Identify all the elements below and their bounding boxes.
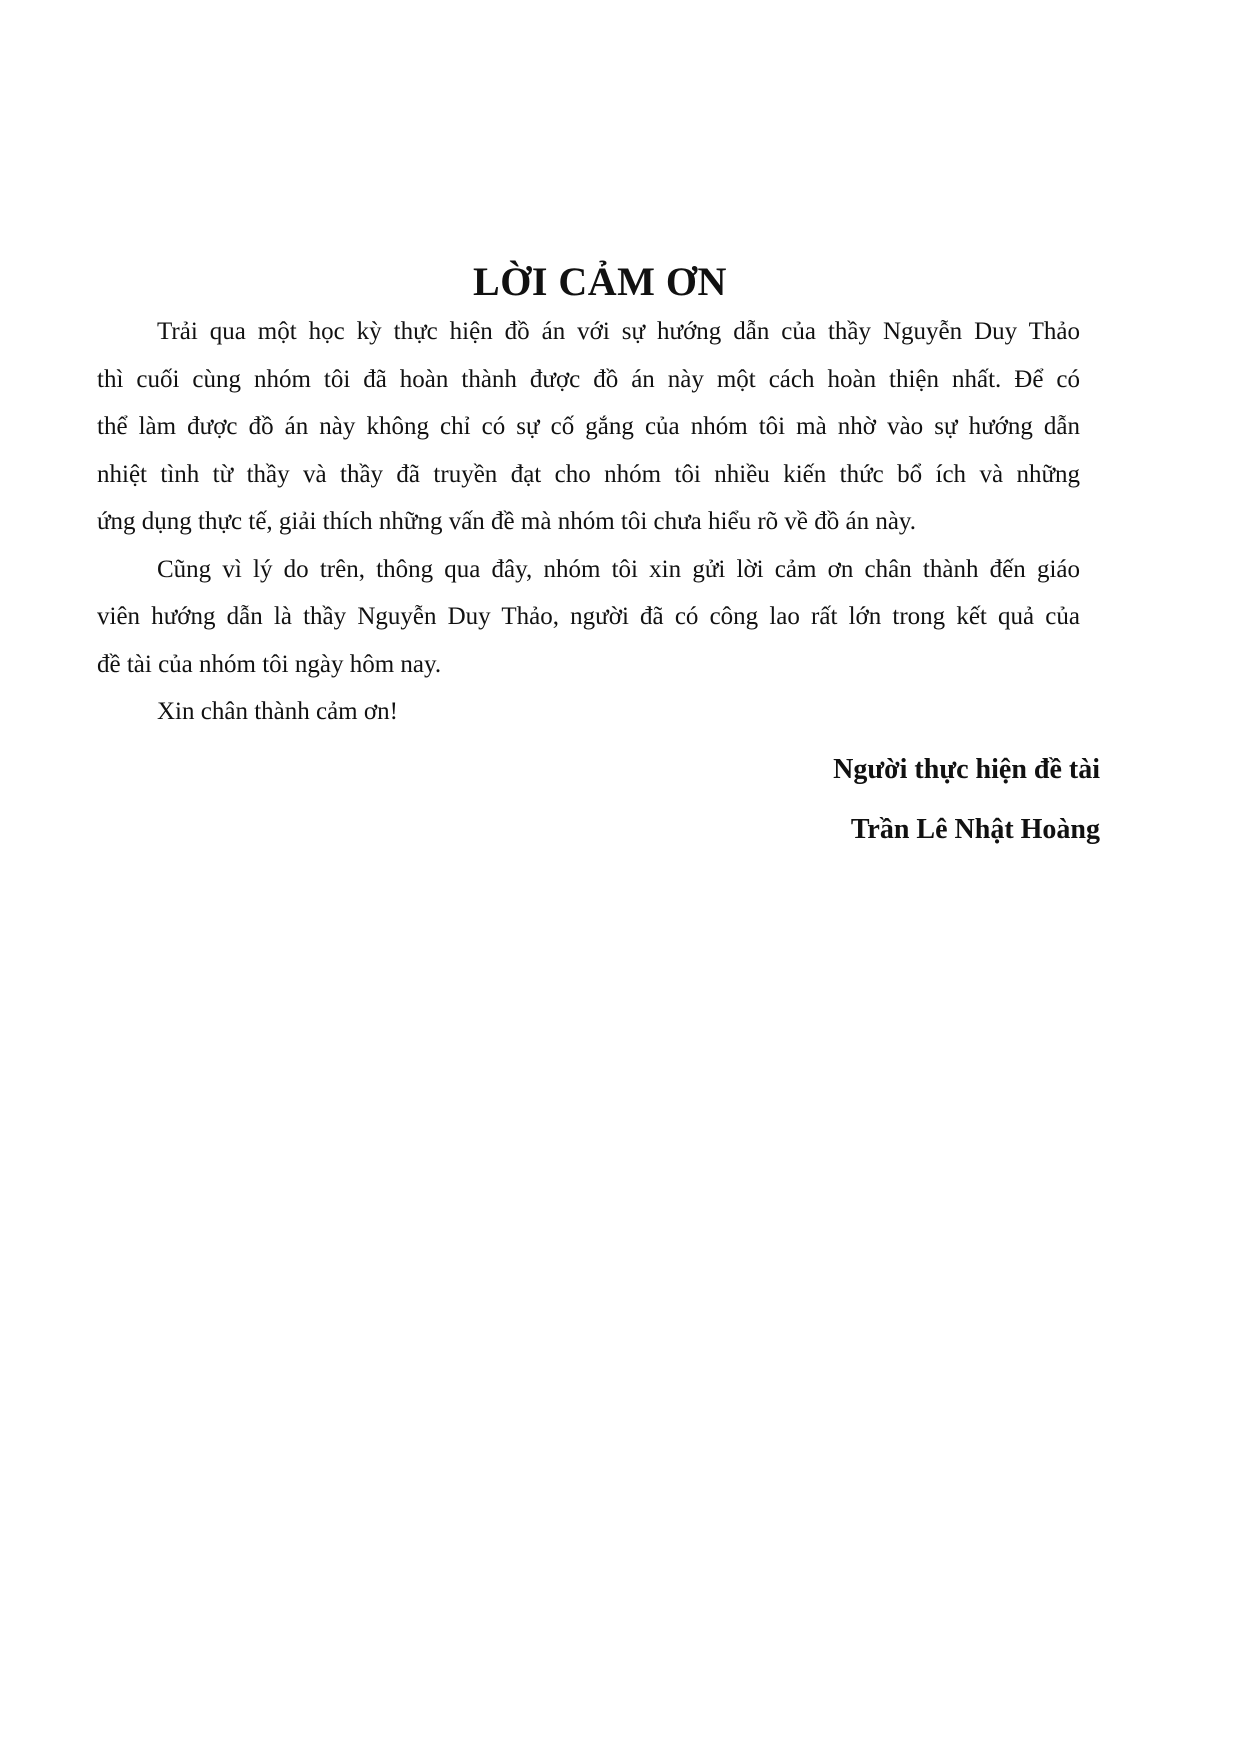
paragraph-line: Trải qua một học kỳ thực hiện đồ án với sự hướng dẫn của thầy Nguyễn Duy Thảo: [157, 318, 1080, 345]
signature-block: [833, 740, 1100, 860]
paragraph-3: [97, 688, 1080, 736]
paragraph-line: Cũng vì lý do trên, thông qua đây, nhóm tôi xin gửi lời cảm ơn chân thành đến giáo: [157, 555, 1080, 583]
page-title: LỜI CẢM ƠN: [473, 259, 727, 304]
paragraph-line: Xin chân thành cảm ơn!: [157, 698, 398, 725]
paragraph-2: [97, 546, 1080, 689]
paragraph-1: [97, 308, 1080, 546]
paragraph-line: viên hướng dẫn là thầy Nguyễn Duy Thảo, người đã có công lao rất lớn trong kết quả của: [97, 603, 1080, 630]
paragraph-line: nhiệt tình từ thầy và thầy đã truyền đạt cho nhóm tôi nhiều kiến thức bổ ích và những: [97, 460, 1080, 488]
document-body: [97, 308, 1080, 736]
signature-name: Trần Lê Nhật Hoàng: [850, 814, 1100, 845]
paragraph-line: đề tài của nhóm tôi ngày hôm nay.: [97, 650, 442, 678]
paragraph-line: thể làm được đồ án này không chỉ có sự cố gắng của nhóm tôi mà nhờ vào sự hướng dẫn: [97, 413, 1080, 440]
signature-role: Người thực hiện đề tài: [833, 754, 1100, 785]
paragraph-line: thì cuối cùng nhóm tôi đã hoàn thành được đồ án này một cách hoàn thiện nhất. Để có: [97, 365, 1080, 393]
paragraph-line: ứng dụng thực tế, giải thích những vấn đề mà nhóm tôi chưa hiểu rõ về đồ án này.: [97, 508, 917, 535]
